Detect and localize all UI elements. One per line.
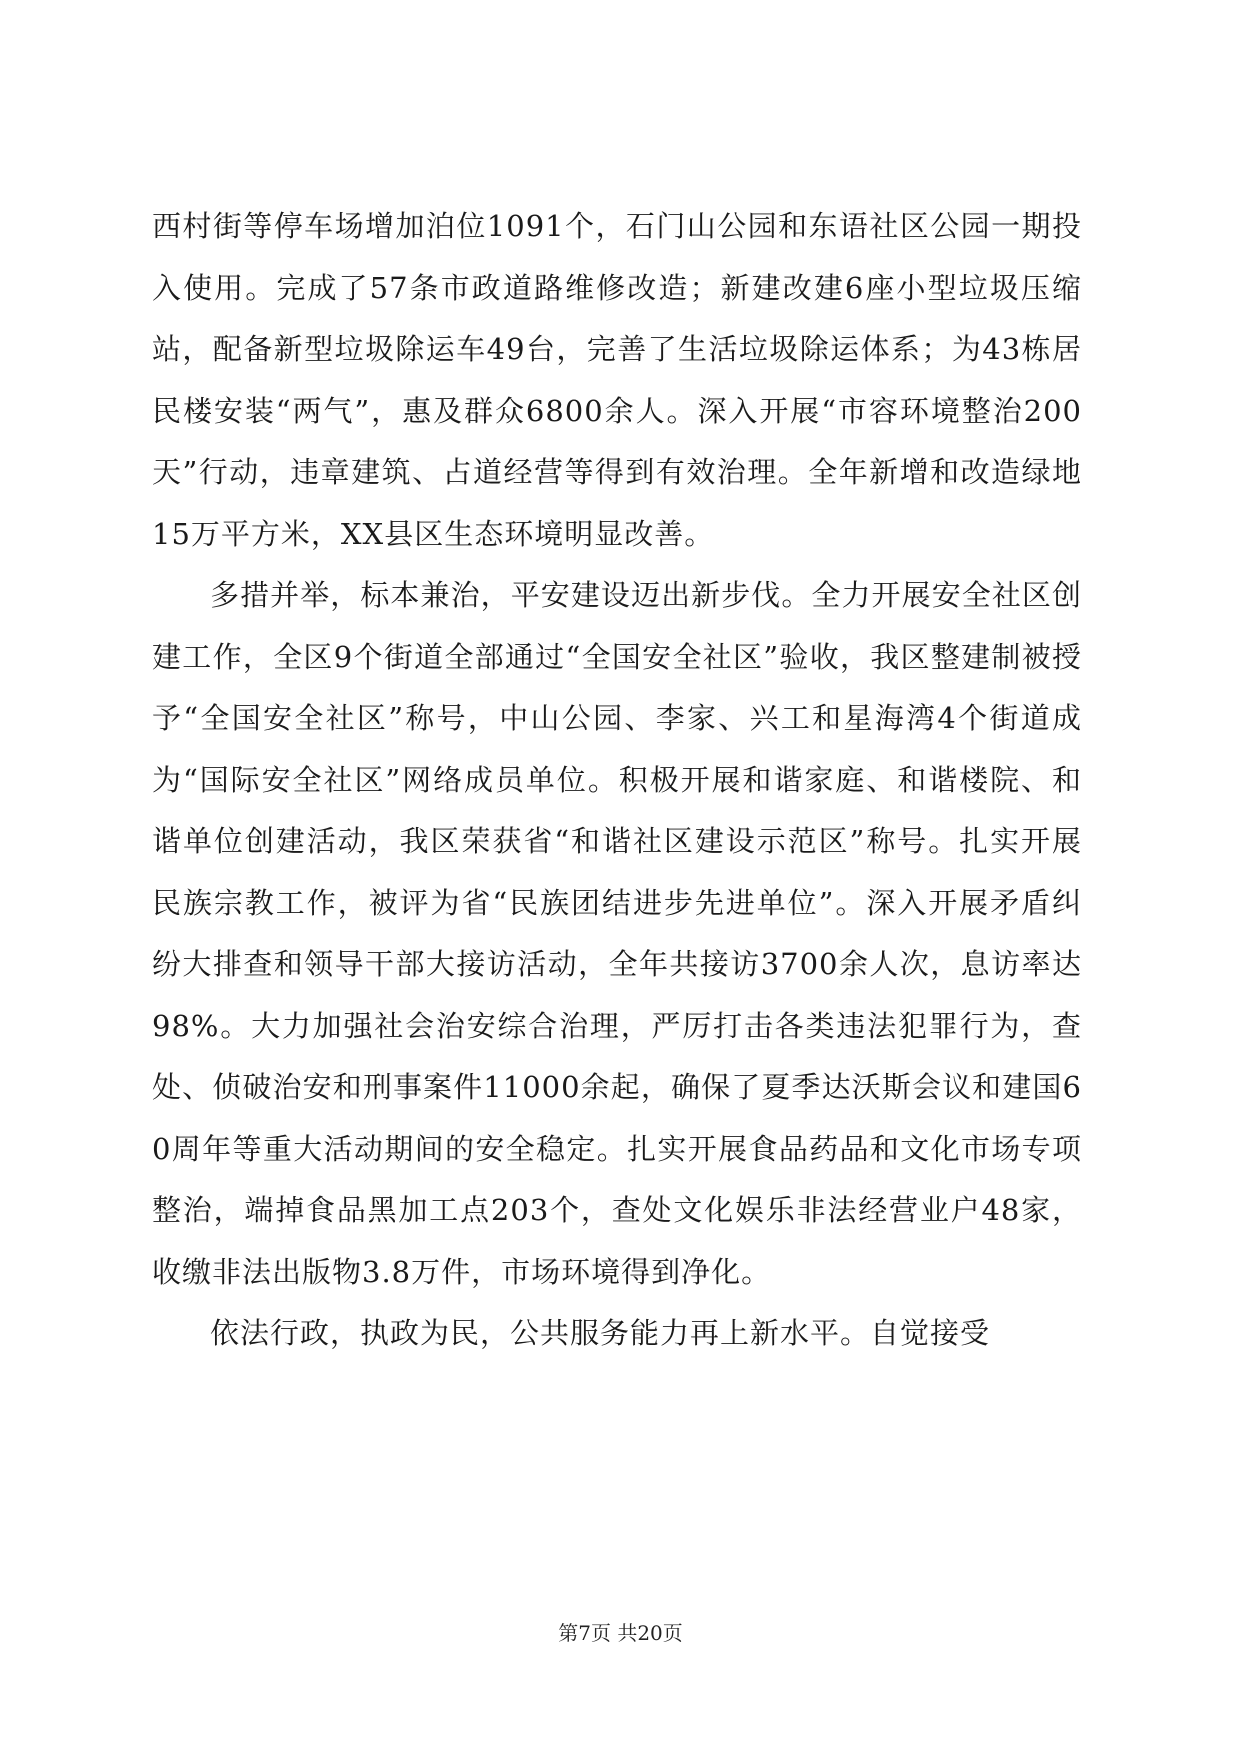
page-number-footer: 第7页 共20页 [558, 1621, 683, 1645]
paragraph-continued-text: 西村街等停车场增加泊位1091个，石门山公园和东语社区公园一期投入使用。完成了57条市政道路维修改造；新建改建6座小型垃圾压缩站，配备新型垃圾除运车49台，完善了生活垃圾除运体系；为43栋居民楼安装“两气”，惠及群众6800余人。深入开展“市容环境整治200天”行动，违章建筑、占道经营等得到有效治理。全年新增和改造绿地15万平方米，XX县区生态环境明显改善。 [152, 209, 1082, 551]
document-body [152, 196, 1082, 1365]
paragraph-public-service: 依法行政，执政为民，公共服务能力再上新水平。自觉接受 [210, 1316, 991, 1350]
paragraph-safety-construction: 多措并举，标本兼治，平安建设迈出新步伐。全力开展安全社区创建工作，全区9个街道全部通过“全国安全社区”验收，我区整建制被授予“全国安全社区”称号，中山公园、李家、兴工和星海湾4个街道成为“国际安全社区”网络成员单位。积极开展和谐家庭、和谐楼院、和谐单位创建活动，我区荣获省“和谐社区建设示范区”称号。扎实开展民族宗教工作，被评为省“民族团结进步先进单位”。深入开展矛盾纠纷大排查和领导干部大接访活动，全年共接访3700余人次，息访率达98%。大力加强社会治安综合治理，严厉打击各类违法犯罪行为，查处、侦破治安和刑事案件11000余起，确保了夏季达沃斯会议和建国60周年等重大活动期间的安全稳定。扎实开展食品药品和文化市场专项整治，端掉食品黑加工点203个，查处文化娱乐非法经营业户48家，收缴非法出版物3.8万件，市场环境得到净化。 [152, 578, 1082, 1289]
